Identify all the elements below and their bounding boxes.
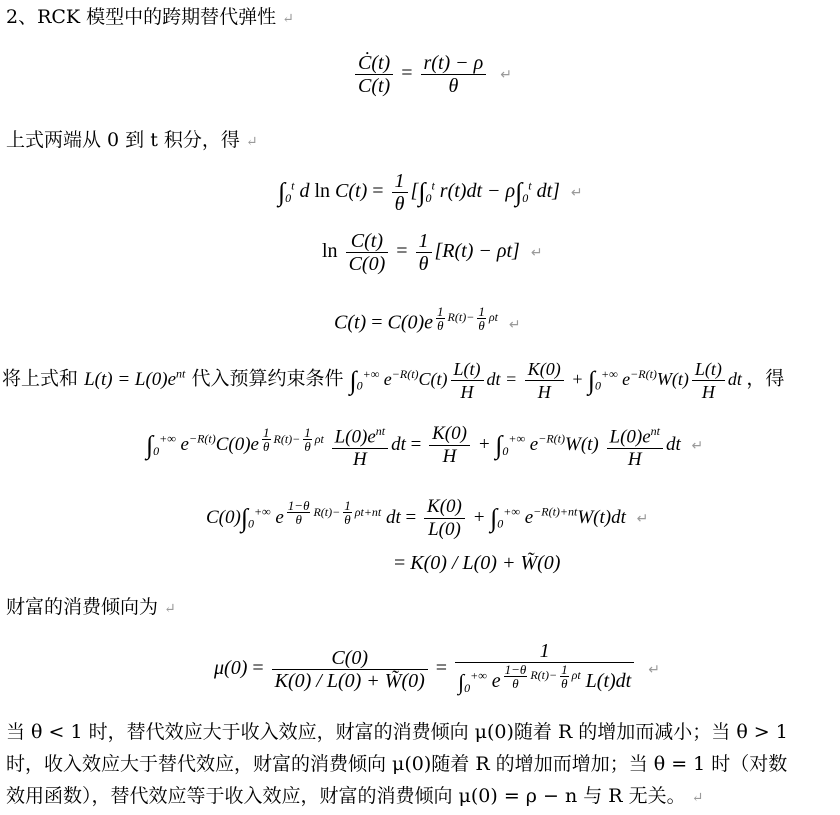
equation-euler: $\frac{Ċ(t)}{C(t)}$ = $\frac{r(t) - \rho}{\theta}$ ↵ [352, 52, 512, 97]
equation-consumption-path: C(t) = C(0)e $^{\frac{1}{\theta} R(t)- \frac{1}{\theta} \rho t}$ ↵ [334, 303, 521, 334]
equation-log-ratio: ln $\frac{C(t)}{C(0)}$ = $\frac{1}{\theta}$ [R(t) − ρt] ↵ [322, 230, 543, 275]
text-conclusion-line-1: 当 θ < 1 时，替代效应大于收入效应，财富的消费倾向 μ(0)随着 R 的增加而减小；当 θ > 1 [6, 721, 788, 743]
section-heading: 2、RCK 模型中的跨期替代弹性 ↵ [6, 6, 294, 28]
equation-mpc: μ(0) = $\frac{C(0)}{K(0) / L(0) + W̃(0)}$ = 1 $\int_0^{+\infty}$ e $^{\frac{1-\theta}{\theta} R(t)- \frac{1}{\theta} \rho t}$ L(t)dt ↵ [214, 640, 660, 695]
text-mpc-intro: 财富的消费倾向为 ↵ [6, 596, 176, 618]
text-conclusion-line-3: 效用函数），替代效应等于收入效应，财富的消费倾向 μ(0) = ρ − n 与 R 无关。 ↵ [6, 785, 704, 807]
equation-budget-c0: $C(0)\int_0^{+\infty}$ e $^{\frac{1-\theta}{\theta} R(t)- \frac{1}{\theta} \rho t+nt}$ dt = $\frac{K(0)}{L(0)}$ + $\int_0^{+\infty}$ $e^{-R(t)+nt}W(t)dt$ ↵ [206, 496, 649, 540]
text-integrate-intro: 上式两端从 0 到 t 积分，得 ↵ [6, 129, 258, 151]
equation-budget-result: = K(0) / L(0) + W̃(0) [394, 552, 561, 574]
text-substitute: 将上式和 $L(t) = L(0)e^{nt}$ 代入预算约束条件 $\int_0^{+\infty}$ $e^{-R(t)}C(t)$ $\frac{L(t)}{H}$ dt = $\frac{K(0)}{H}$ + $\int_0^{+\infty}$ $e^{-R(t)}W(t)$ $\frac{L(t)}{H}$ dt ，得 [2, 359, 785, 402]
equation-integral: $\int_0^t$ d ln C(t) = $\frac{1}{\theta}$ [$\int_0^t$ $r(t)dt - \rho\int_0^t$ dt] ↵ [278, 170, 583, 215]
text-conclusion-line-2: 时，收入效应大于替代效应，财富的消费倾向 μ(0)随着 R 的增加而增加；当 θ = 1 时（对数 [6, 753, 788, 775]
equation-budget-substituted: $\int_0^{+\infty}$ $e^{-R(t)}C(0)e$ $^{\frac{1}{\theta} R(t)- \frac{1}{\theta} \rho t}$ $\frac{L(0)e^{nt}}{H}$ dt = $\frac{K(0)}{H}$ + $\int_0^{+\infty}$ $e^{-R(t)}W(t)$ $\frac{L(0)e^{nt}}{H}$ dt ↵ [146, 420, 703, 471]
